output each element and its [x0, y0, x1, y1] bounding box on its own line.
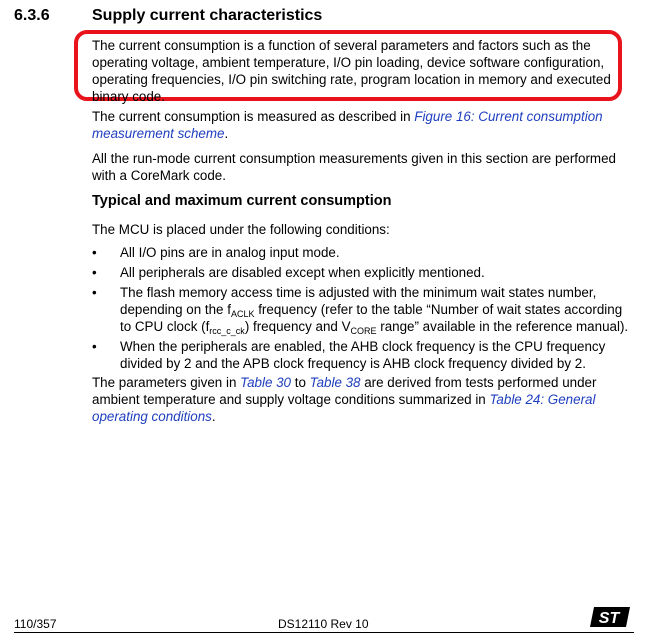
- page-number: 110/357: [14, 617, 57, 631]
- bullet-icon: •: [92, 339, 97, 354]
- subsection-title: Typical and maximum current consumption: [92, 193, 392, 209]
- text-run: The flash memory access time is adjusted with the minimum wait states number, depending on the f: [120, 285, 597, 317]
- section-title: Supply current characteristics: [92, 7, 323, 24]
- paragraph-text-end: .: [224, 126, 229, 141]
- text-run: range” available in the reference manual).: [376, 319, 629, 334]
- text-run: are derived from tests performed under ambient temperature and supply voltage conditions summarized in: [92, 375, 597, 407]
- list-item-text: All I/O pins are in analog input mode.: [120, 245, 340, 260]
- subscript: CORE: [350, 326, 377, 336]
- paragraph-line: binary code.: [92, 89, 165, 104]
- bullet-icon: •: [92, 245, 97, 260]
- list-item: [92, 338, 637, 372]
- logo-text: ST: [598, 610, 620, 627]
- list-item-text: [120, 285, 628, 334]
- list-item: [92, 284, 637, 335]
- paragraph-measurement: [92, 108, 622, 142]
- paragraph-line: operating voltage, ambient temperature, I/O pin loading, device software configuration,: [92, 55, 605, 70]
- list-item-text: All peripherals are disabled except when explicitly mentioned.: [120, 265, 485, 280]
- footer-divider: [14, 632, 634, 633]
- paragraph-current-consumption-factors: [92, 37, 622, 105]
- bullet-icon: •: [92, 285, 97, 300]
- paragraph-text: The current consumption is measured as described in: [92, 109, 415, 124]
- table-30-link[interactable]: Table 30: [240, 375, 292, 390]
- text-run: ) frequency and V: [244, 319, 351, 334]
- document-revision: DS12110 Rev 10: [278, 617, 369, 631]
- text-run: to: [291, 375, 310, 390]
- figure-16-link[interactable]: Figure 16: Current consumption measurement scheme: [92, 109, 603, 141]
- paragraph-parameters: [92, 374, 622, 425]
- paragraph-coremark: All the run-mode current consumption measurements given in this section are performed with a CoreMark code.: [92, 151, 616, 183]
- subscript: rcc_c_ck: [209, 326, 245, 336]
- list-item: [92, 244, 637, 261]
- conditions-list: [92, 244, 637, 375]
- list-item-text: When the peripherals are enabled, the AHB clock frequency is the CPU frequency divided by 2 and the APB clock frequency is AHB clock frequency divided by 2.: [120, 339, 606, 371]
- table-24-link[interactable]: Table 24: General operating conditions: [92, 392, 596, 424]
- text-run: .: [211, 409, 216, 424]
- bullet-icon: •: [92, 265, 97, 280]
- list-item: [92, 264, 637, 281]
- table-38-link[interactable]: Table 38: [309, 375, 361, 390]
- subscript: ACLK: [230, 309, 255, 319]
- paragraph-line: operating frequencies, I/O pin switching rate, program location in memory and executed: [92, 72, 611, 87]
- subsection-intro: The MCU is placed under the following conditions:: [92, 222, 390, 237]
- paragraph-line: The current consumption is a function of several parameters and factors such as the: [92, 38, 591, 53]
- text-run: frequency (refer to the table “Number of wait states according to CPU clock (f: [120, 302, 623, 334]
- st-logo-icon: [590, 606, 630, 628]
- text-run: The parameters given in: [92, 375, 241, 390]
- section-number: 6.3.6: [14, 7, 50, 24]
